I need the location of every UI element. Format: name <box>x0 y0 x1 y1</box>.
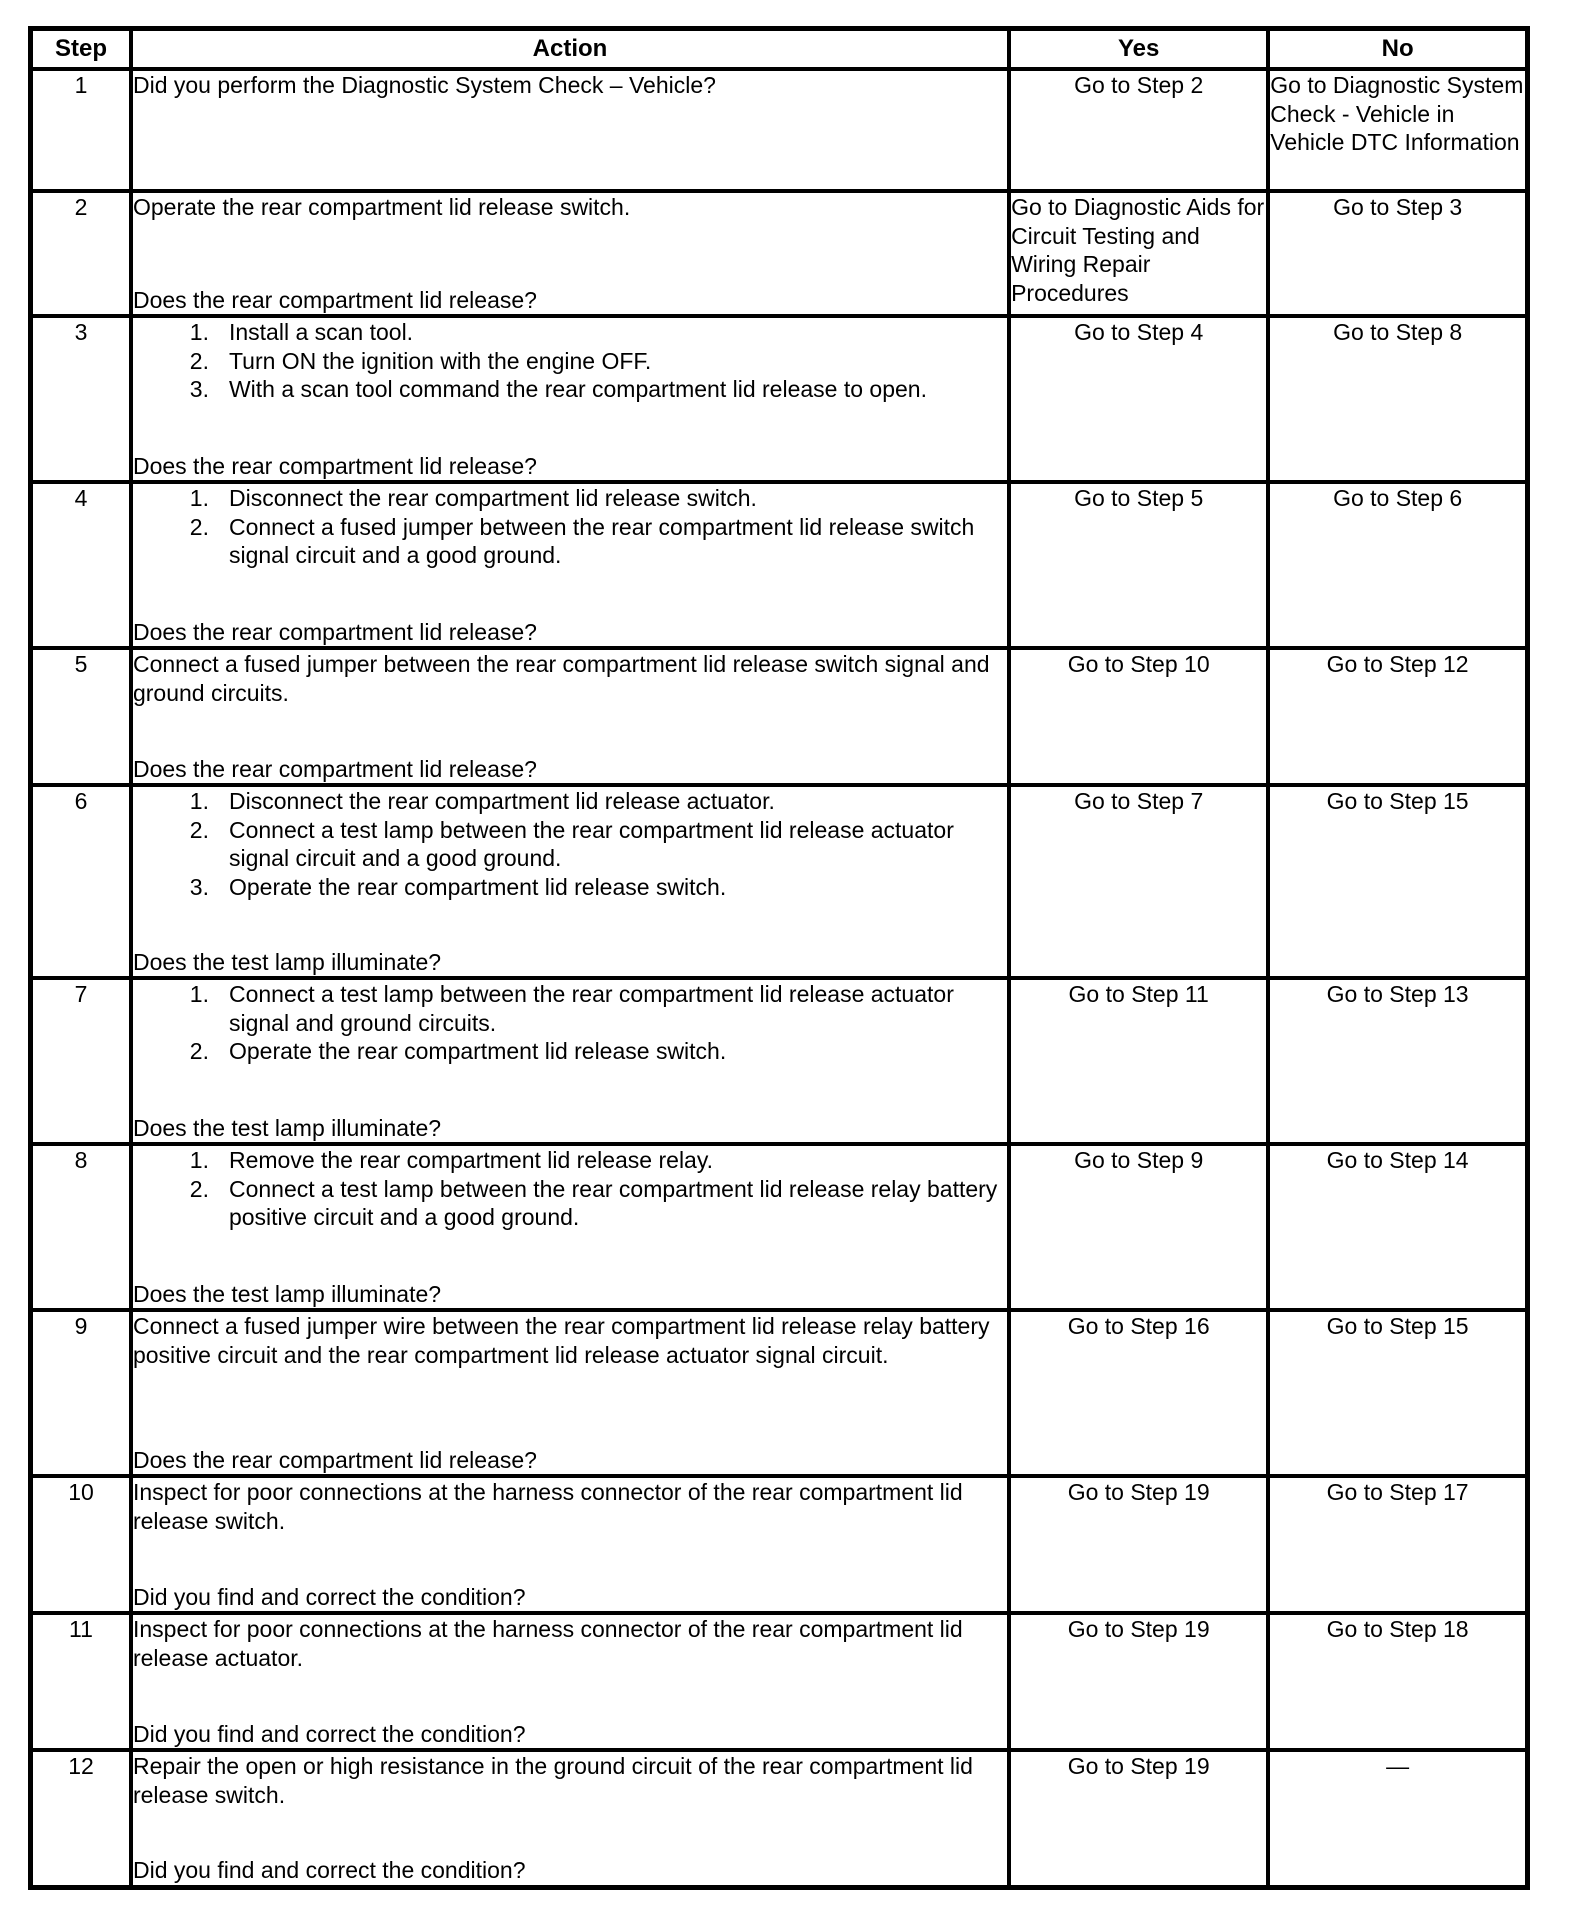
no-result: Go to Diagnostic System Check - Vehicle in Vehicle DTC Information <box>1268 69 1527 191</box>
action-instructions <box>133 1752 1007 1809</box>
yes-result: Go to Step 10 <box>1009 648 1268 785</box>
action-content <box>133 787 1007 976</box>
list-item-number: 1. <box>189 981 209 1007</box>
list-item-text: Operate the rear compartment lid release switch. <box>228 1038 727 1064</box>
action-question: Does the rear compartment lid release? <box>132 452 537 479</box>
action-content <box>133 71 1007 189</box>
action-instructions <box>133 1312 1007 1369</box>
list-item-number: 1. <box>189 1147 209 1173</box>
list-item-text: Connect a fused jumper between the rear compartment lid release switch signal circuit and a good ground. <box>228 513 975 568</box>
yes-result: Go to Step 11 <box>1009 978 1268 1144</box>
header-no: No <box>1268 29 1527 70</box>
table-row <box>31 69 1528 191</box>
action-content <box>133 980 1007 1142</box>
yes-result: Go to Step 19 <box>1009 1613 1268 1750</box>
table-row <box>31 1310 1528 1476</box>
action-content <box>133 193 1007 314</box>
step-number: 12 <box>31 1750 131 1887</box>
list-item-text: Connect a test lamp between the rear compartment lid release relay battery positive circuit and a good ground. <box>228 1175 998 1230</box>
action-question: Does the test lamp illuminate? <box>132 1280 442 1307</box>
action-question: Does the rear compartment lid release? <box>132 618 537 645</box>
step-number: 2 <box>31 191 131 316</box>
action-cell <box>131 978 1009 1144</box>
list-item <box>133 1146 1007 1175</box>
step-number: 7 <box>31 978 131 1144</box>
action-steps-list <box>133 1146 1007 1232</box>
table-row <box>31 648 1528 785</box>
list-item-text: Turn ON the ignition with the engine OFF. <box>228 347 652 374</box>
action-cell <box>131 482 1009 648</box>
list-item <box>133 1175 1007 1232</box>
list-item-number: 3. <box>189 873 209 900</box>
header-yes: Yes <box>1009 29 1268 70</box>
action-instructions <box>133 650 1007 707</box>
action-cell <box>131 69 1009 191</box>
yes-result: Go to Step 7 <box>1009 785 1268 978</box>
action-question: Does the rear compartment lid release? <box>132 286 537 313</box>
list-item <box>133 787 1007 816</box>
action-instructions <box>133 1146 1007 1232</box>
action-question: Does the rear compartment lid release? <box>132 755 537 782</box>
action-cell <box>131 316 1009 482</box>
list-item <box>133 318 1007 347</box>
no-result: Go to Step 15 <box>1268 1310 1527 1476</box>
table-row <box>31 191 1528 316</box>
table-row <box>31 316 1528 482</box>
yes-result: Go to Step 19 <box>1009 1750 1268 1887</box>
no-result: Go to Step 12 <box>1268 648 1527 785</box>
action-intro: Connect a fused jumper between the rear compartment lid release switch signal and ground circuits. <box>132 651 990 706</box>
list-item-number: 2. <box>189 1175 209 1202</box>
step-number: 11 <box>31 1613 131 1750</box>
action-cell <box>131 1750 1009 1887</box>
step-number: 1 <box>31 69 131 191</box>
action-cell <box>131 1613 1009 1750</box>
list-item-text: Disconnect the rear compartment lid release actuator. <box>228 788 775 814</box>
table-row <box>31 785 1528 978</box>
action-steps-list <box>133 318 1007 404</box>
step-number: 5 <box>31 648 131 785</box>
action-cell <box>131 785 1009 978</box>
action-content <box>133 1752 1007 1885</box>
step-number: 9 <box>31 1310 131 1476</box>
list-item-text: Install a scan tool. <box>228 319 414 345</box>
table-row <box>31 1750 1528 1887</box>
action-content <box>133 650 1007 783</box>
list-item-text: Operate the rear compartment lid release switch. <box>228 873 727 900</box>
list-item-number: 2. <box>189 816 209 843</box>
action-instructions <box>133 71 1007 100</box>
table-row <box>31 978 1528 1144</box>
list-item <box>133 816 1007 873</box>
diagnostic-table <box>28 26 1530 1890</box>
no-result: Go to Step 15 <box>1268 785 1527 978</box>
action-intro: Inspect for poor connections at the harness connector of the rear compartment lid release switch. <box>132 1479 963 1534</box>
table-row <box>31 1144 1528 1310</box>
table-row <box>31 1476 1528 1613</box>
header-row <box>31 29 1528 70</box>
list-item-text: Connect a test lamp between the rear compartment lid release actuator signal and ground circuits. <box>228 981 954 1036</box>
list-item-number: 1. <box>189 788 209 814</box>
no-result: Go to Step 17 <box>1268 1476 1527 1613</box>
list-item <box>133 375 1007 404</box>
no-result: Go to Step 8 <box>1268 316 1527 482</box>
action-cell <box>131 191 1009 316</box>
yes-result: Go to Diagnostic Aids for Circuit Testing and Wiring Repair Procedures <box>1009 191 1268 316</box>
action-content <box>133 318 1007 480</box>
action-content <box>133 1312 1007 1474</box>
no-result: Go to Step 14 <box>1268 1144 1527 1310</box>
list-item-number: 1. <box>189 319 209 345</box>
list-item-text: Remove the rear compartment lid release relay. <box>228 1147 714 1173</box>
step-number: 10 <box>31 1476 131 1613</box>
action-question: Does the test lamp illuminate? <box>132 1114 442 1141</box>
yes-result: Go to Step 16 <box>1009 1310 1268 1476</box>
action-instructions <box>133 980 1007 1066</box>
action-content <box>133 484 1007 646</box>
action-steps-list <box>133 787 1007 901</box>
list-item-number: 3. <box>189 376 209 402</box>
action-content <box>133 1478 1007 1611</box>
action-question: Does the test lamp illuminate? <box>132 948 442 975</box>
action-steps-list <box>133 484 1007 570</box>
table-row <box>31 1613 1528 1750</box>
yes-result: Go to Step 9 <box>1009 1144 1268 1310</box>
header-action: Action <box>131 29 1009 70</box>
list-item <box>133 347 1007 376</box>
table-row <box>31 482 1528 648</box>
list-item-text: Connect a test lamp between the rear compartment lid release actuator signal circuit and a good ground. <box>228 816 954 871</box>
no-result: Go to Step 18 <box>1268 1613 1527 1750</box>
action-intro: Inspect for poor connections at the harness connector of the rear compartment lid release actuator. <box>132 1616 963 1671</box>
list-item-text: Disconnect the rear compartment lid release switch. <box>228 485 757 511</box>
action-intro: Repair the open or high resistance in the ground circuit of the rear compartment lid release switch. <box>132 1753 973 1808</box>
list-item-number: 2. <box>189 513 209 540</box>
step-number: 3 <box>31 316 131 482</box>
action-steps-list <box>133 980 1007 1066</box>
table-body <box>31 69 1528 1887</box>
list-item-number: 2. <box>189 347 209 374</box>
action-question: Did you find and correct the condition? <box>132 1857 526 1883</box>
no-result: — <box>1268 1750 1527 1887</box>
action-intro: Operate the rear compartment lid release switch. <box>132 194 631 220</box>
list-item <box>133 484 1007 513</box>
action-instructions <box>133 193 1007 222</box>
list-item <box>133 1037 1007 1066</box>
action-content <box>133 1146 1007 1308</box>
action-question: Does the rear compartment lid release? <box>132 1446 537 1473</box>
step-number: 4 <box>31 482 131 648</box>
yes-result: Go to Step 5 <box>1009 482 1268 648</box>
action-cell <box>131 1310 1009 1476</box>
action-intro: Connect a fused jumper wire between the rear compartment lid release relay battery positive circuit and the rear compartment lid release actuator signal circuit. <box>132 1313 990 1368</box>
action-cell <box>131 1476 1009 1613</box>
action-instructions <box>133 484 1007 570</box>
no-result: Go to Step 6 <box>1268 482 1527 648</box>
action-instructions <box>133 1615 1007 1672</box>
yes-result: Go to Step 2 <box>1009 69 1268 191</box>
action-cell <box>131 648 1009 785</box>
action-instructions <box>133 787 1007 901</box>
action-question: Did you find and correct the condition? <box>132 1583 526 1610</box>
yes-result: Go to Step 19 <box>1009 1476 1268 1613</box>
action-instructions <box>133 1478 1007 1535</box>
no-result: Go to Step 13 <box>1268 978 1527 1144</box>
action-cell <box>131 1144 1009 1310</box>
action-instructions <box>133 318 1007 404</box>
list-item-number: 1. <box>189 485 209 511</box>
action-content <box>133 1615 1007 1748</box>
list-item <box>133 980 1007 1037</box>
header-step: Step <box>31 29 131 70</box>
action-question: Did you find and correct the condition? <box>132 1720 526 1747</box>
no-result: Go to Step 3 <box>1268 191 1527 316</box>
action-intro: Did you perform the Diagnostic System Check – Vehicle? <box>132 72 716 98</box>
list-item <box>133 873 1007 902</box>
list-item-text: With a scan tool command the rear compartment lid release to open. <box>228 376 927 402</box>
list-item-number: 2. <box>189 1038 209 1064</box>
list-item <box>133 513 1007 570</box>
step-number: 8 <box>31 1144 131 1310</box>
step-number: 6 <box>31 785 131 978</box>
yes-result: Go to Step 4 <box>1009 316 1268 482</box>
